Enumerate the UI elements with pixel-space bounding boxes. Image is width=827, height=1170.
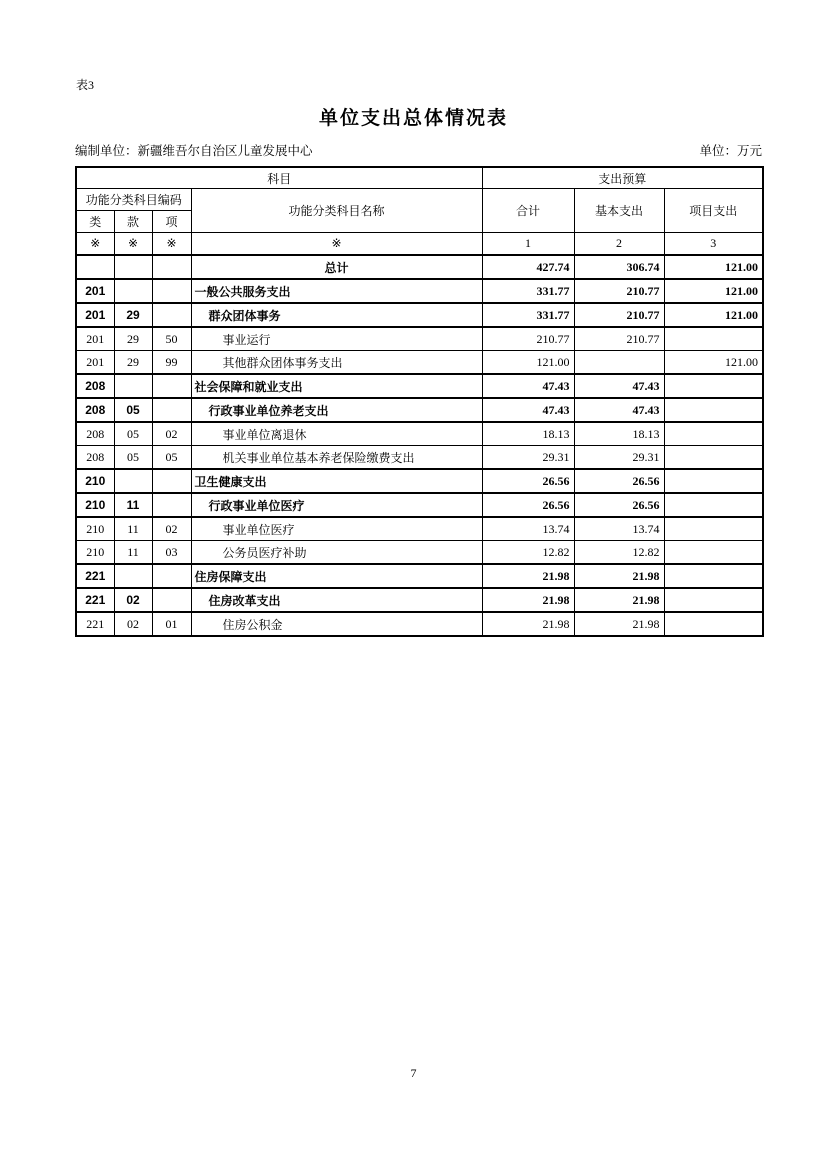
cell-code-class: 201 [76,279,114,303]
cell-code-section [114,564,152,588]
note-cell: ※ [114,233,152,256]
cell-code-section: 05 [114,398,152,422]
table-row [76,446,763,470]
cell-total: 47.43 [482,398,574,422]
cell-code-section [114,469,152,493]
cell-subject-name: 住房公积金 [191,612,482,636]
col-header-basic: 基本支出 [574,189,664,233]
cell-code-section: 11 [114,493,152,517]
cell-subject-name: 一般公共服务支出 [191,279,482,303]
cell-project [664,374,763,398]
cell-subject-name: 事业单位离退休 [191,422,482,446]
cell-subject-name: 住房改革支出 [191,588,482,612]
cell-total: 121.00 [482,351,574,375]
col-header-total: 合计 [482,189,574,233]
cell-total: 21.98 [482,564,574,588]
cell-subject-name: 事业运行 [191,327,482,351]
table-row [76,374,763,398]
cell-code-class: 201 [76,327,114,351]
cell-subject-name: 群众团体事务 [191,303,482,327]
cell-code-item: 02 [152,422,191,446]
cell-project: 121.00 [664,303,763,327]
cell-basic: 13.74 [574,517,664,541]
cell-total: 13.74 [482,517,574,541]
cell-basic: 12.82 [574,541,664,565]
cell-total: 47.43 [482,374,574,398]
cell-code-item: 05 [152,446,191,470]
table-row [76,588,763,612]
cell-code-class: 210 [76,517,114,541]
col-header-class: 类 [76,211,114,233]
cell-basic: 29.31 [574,446,664,470]
table-row [76,469,763,493]
cell-total: 331.77 [482,303,574,327]
cell-code-section [114,374,152,398]
cell-code-item [152,469,191,493]
cell-code-item [152,303,191,327]
cell-project [664,469,763,493]
cell-total: 21.98 [482,588,574,612]
cell-code-class: 221 [76,588,114,612]
note-cell: 1 [482,233,574,256]
cell-subject-name: 住房保障支出 [191,564,482,588]
table-row [76,517,763,541]
expenditure-summary-table [75,166,764,637]
page-title: 单位支出总体情况表 [318,108,508,129]
table-row [76,541,763,565]
table-row [76,612,763,636]
note-cell: 3 [664,233,763,256]
page-number: 7 [410,1066,417,1080]
cell-project [664,493,763,517]
cell-code-section: 29 [114,303,152,327]
cell-project [664,422,763,446]
cell-code-section: 02 [114,588,152,612]
cell-total: 29.31 [482,446,574,470]
cell-code-item [152,398,191,422]
header-row-code-group [76,189,763,211]
cell-total: 18.13 [482,422,574,446]
cell-subject-name: 社会保障和就业支出 [191,374,482,398]
cell-code-section: 29 [114,327,152,351]
cell-code-item: 99 [152,351,191,375]
cell-code-section: 05 [114,446,152,470]
cell-code-item [152,374,191,398]
cell-total: 210.77 [482,327,574,351]
cell-basic: 21.98 [574,588,664,612]
col-header-project: 项目支出 [664,189,763,233]
table-row [76,493,763,517]
header-row-note [76,233,763,256]
table-row [76,398,763,422]
cell-code-class: 210 [76,541,114,565]
cell-basic [574,351,664,375]
cell-code-class [76,255,114,279]
cell-basic: 210.77 [574,303,664,327]
cell-code-item [152,255,191,279]
unit-label: 单位：万元 [699,144,762,158]
cell-code-item [152,493,191,517]
cell-code-class: 208 [76,446,114,470]
note-cell: 2 [574,233,664,256]
cell-subject-name: 公务员医疗补助 [191,541,482,565]
cell-project [664,612,763,636]
cell-code-class: 201 [76,351,114,375]
cell-code-class: 208 [76,398,114,422]
cell-project: 121.00 [664,279,763,303]
cell-total: 331.77 [482,279,574,303]
cell-basic: 47.43 [574,398,664,422]
col-header-section: 款 [114,211,152,233]
cell-code-item: 01 [152,612,191,636]
cell-code-item [152,564,191,588]
cell-subject-name: 总计 [191,255,482,279]
table-row [76,422,763,446]
col-header-code-group: 功能分类科目编码 [76,189,191,211]
cell-project [664,327,763,351]
cell-code-section: 02 [114,612,152,636]
cell-total: 26.56 [482,469,574,493]
cell-project: 121.00 [664,351,763,375]
cell-basic: 210.77 [574,279,664,303]
cell-code-section: 29 [114,351,152,375]
cell-subject-name: 行政事业单位养老支出 [191,398,482,422]
cell-basic: 18.13 [574,422,664,446]
col-header-subject: 科目 [76,167,482,189]
cell-basic: 26.56 [574,469,664,493]
cell-subject-name: 行政事业单位医疗 [191,493,482,517]
note-cell: ※ [191,233,482,256]
cell-basic: 47.43 [574,374,664,398]
cell-subject-name: 其他群众团体事务支出 [191,351,482,375]
table-row [76,255,763,279]
header-row-groups [76,167,763,189]
cell-total: 427.74 [482,255,574,279]
cell-code-class: 208 [76,374,114,398]
col-header-budget: 支出预算 [482,167,763,189]
cell-code-section [114,255,152,279]
cell-project [664,564,763,588]
cell-project [664,398,763,422]
table-number-label: 表3 [76,78,95,92]
cell-subject-name: 事业单位医疗 [191,517,482,541]
cell-code-class: 201 [76,303,114,327]
meta-row [75,141,762,159]
col-header-item: 项 [152,211,191,233]
cell-code-item: 02 [152,517,191,541]
cell-code-section: 05 [114,422,152,446]
cell-project [664,517,763,541]
cell-code-item [152,279,191,303]
cell-code-item: 03 [152,541,191,565]
cell-code-class: 208 [76,422,114,446]
cell-total: 12.82 [482,541,574,565]
cell-basic: 21.98 [574,564,664,588]
cell-basic: 26.56 [574,493,664,517]
cell-basic: 21.98 [574,612,664,636]
cell-code-section: 11 [114,517,152,541]
cell-subject-name: 机关事业单位基本养老保险缴费支出 [191,446,482,470]
table-row [76,303,763,327]
cell-code-class: 221 [76,612,114,636]
note-cell: ※ [152,233,191,256]
cell-total: 21.98 [482,612,574,636]
cell-code-section [114,279,152,303]
note-cell: ※ [76,233,114,256]
cell-project [664,446,763,470]
table-row [76,564,763,588]
table-body [76,255,763,636]
cell-code-section: 11 [114,541,152,565]
cell-basic: 210.77 [574,327,664,351]
col-header-name: 功能分类科目名称 [191,189,482,233]
cell-code-item: 50 [152,327,191,351]
cell-project: 121.00 [664,255,763,279]
cell-subject-name: 卫生健康支出 [191,469,482,493]
cell-project [664,541,763,565]
cell-code-item [152,588,191,612]
cell-code-class: 210 [76,469,114,493]
table-row [76,327,763,351]
cell-code-class: 210 [76,493,114,517]
cell-basic: 306.74 [574,255,664,279]
cell-code-class: 221 [76,564,114,588]
table-row [76,351,763,375]
prepared-by-label: 编制单位：新疆维吾尔自治区儿童发展中心 [75,144,313,158]
cell-total: 26.56 [482,493,574,517]
cell-project [664,588,763,612]
table-row [76,279,763,303]
